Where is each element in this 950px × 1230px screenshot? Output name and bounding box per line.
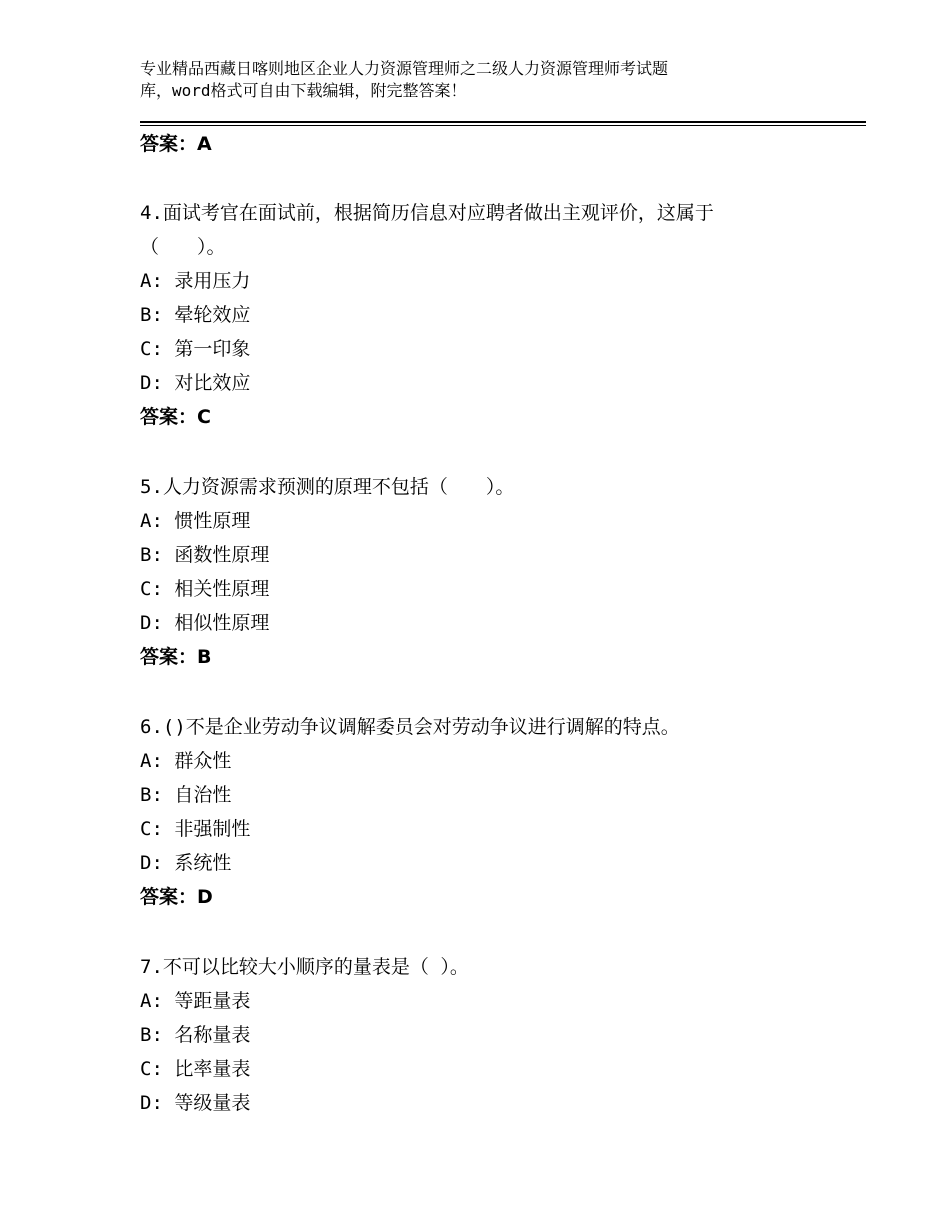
question-4-option-b: B: 晕轮效应 xyxy=(140,304,251,326)
question-4-stem-line-1: 4.面试考官在面试前，根据简历信息对应聘者做出主观评价，这属于 xyxy=(140,202,714,224)
question-4-stem-line-2: （ ）。 xyxy=(140,236,226,258)
question-5-option-b: B: 函数性原理 xyxy=(140,544,270,566)
question-5-stem: 5.人力资源需求预测的原理不包括（ ）。 xyxy=(140,476,515,498)
question-7-option-a: A: 等距量表 xyxy=(140,990,251,1012)
question-7-option-d: D: 等级量表 xyxy=(140,1092,251,1114)
document-header xyxy=(140,58,780,102)
question-4-option-c: C: 第一印象 xyxy=(140,338,251,360)
question-6-answer: 答案：D xyxy=(140,886,213,908)
header-rule-thick xyxy=(140,121,866,123)
question-spacer xyxy=(140,160,840,196)
question-6 xyxy=(140,710,840,914)
question-4 xyxy=(140,196,840,434)
question-6-option-b: B: 自治性 xyxy=(140,784,232,806)
question-4-option-a: A: 录用压力 xyxy=(140,270,251,292)
question-7-option-b: B: 名称量表 xyxy=(140,1024,251,1046)
question-spacer xyxy=(140,434,840,470)
question-5-option-d: D: 相似性原理 xyxy=(140,612,270,634)
question-5-option-c: C: 相关性原理 xyxy=(140,578,270,600)
header-title-line-1: 专业精品西藏日喀则地区企业人力资源管理师之二级人力资源管理师考试题 xyxy=(140,59,669,78)
question-7-stem: 7.不可以比较大小顺序的量表是（ ）。 xyxy=(140,956,469,978)
question-spacer xyxy=(140,914,840,950)
question-7-option-c: C: 比率量表 xyxy=(140,1058,251,1080)
question-4-answer: 答案：C xyxy=(140,406,211,428)
question-5 xyxy=(140,470,840,674)
question-list xyxy=(140,128,840,1120)
question-6-option-d: D: 系统性 xyxy=(140,852,232,874)
question-7 xyxy=(140,950,840,1120)
header-rule-thin xyxy=(140,125,866,126)
question-4-option-d: D: 对比效应 xyxy=(140,372,251,394)
question-6-option-a: A: 群众性 xyxy=(140,750,232,772)
question-spacer xyxy=(140,674,840,710)
question-6-option-c: C: 非强制性 xyxy=(140,818,251,840)
answer-previous-question: 答案：A xyxy=(140,133,212,155)
question-6-stem: 6.()不是企业劳动争议调解委员会对劳动争议进行调解的特点。 xyxy=(140,716,680,738)
question-5-answer: 答案：B xyxy=(140,646,212,668)
question-5-option-a: A: 惯性原理 xyxy=(140,510,251,532)
header-title-line-2: 库，word格式可自由下载编辑，附完整答案！ xyxy=(140,81,467,100)
